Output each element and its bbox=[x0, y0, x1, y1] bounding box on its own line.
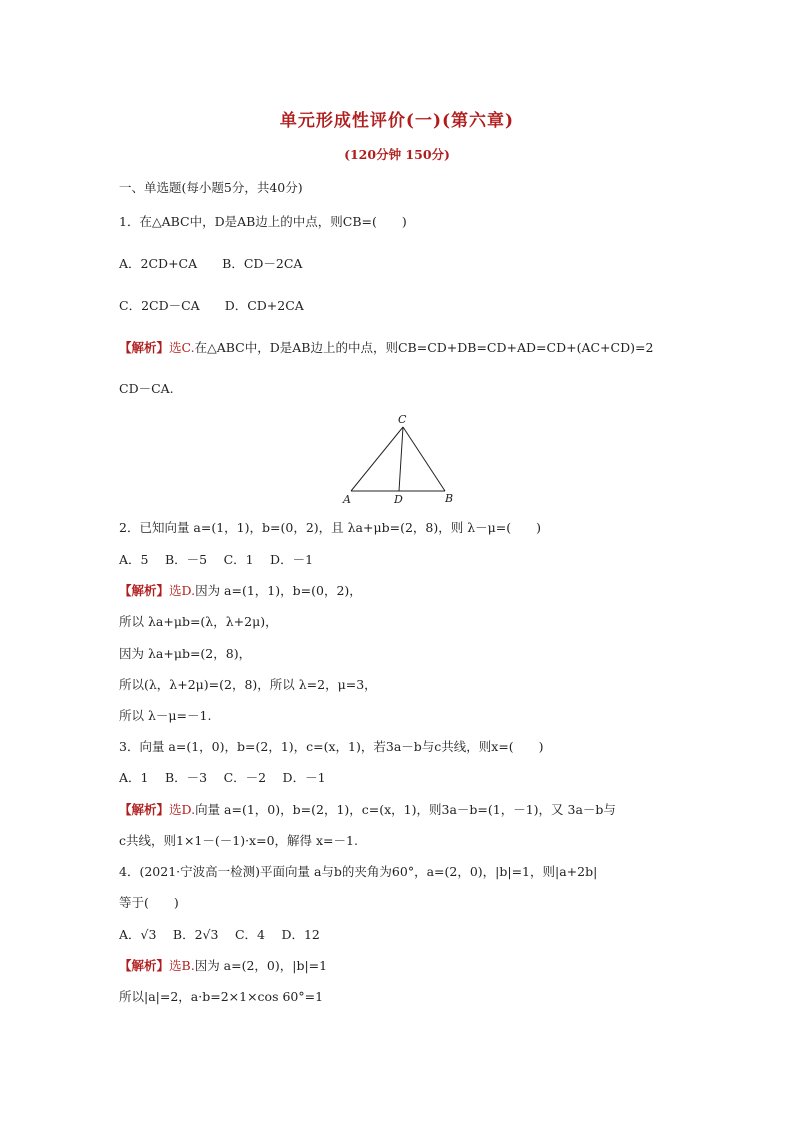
q3-analysis bbox=[119, 802, 616, 818]
point-label-d: D bbox=[394, 493, 403, 506]
analysis-text: 因为 a=(1，1)，b=(0，2)， bbox=[195, 583, 362, 598]
vertex-label-a: A bbox=[343, 493, 351, 506]
triangle-diagram bbox=[335, 410, 465, 510]
q2-analysis bbox=[119, 583, 362, 599]
q4-stem: 4．(2021·宁波高一检测)平面向量 a与b的夹角为60°，a=(2，0)，|b|=1，则|a+2b| bbox=[119, 864, 598, 879]
analysis-choice: 选D. bbox=[169, 583, 196, 598]
triangle-figure bbox=[335, 410, 465, 510]
q4-options: A．√3 B．2√3 C．4 D．12 bbox=[119, 927, 320, 942]
q2-options: A．5 B．－5 C．1 D．－1 bbox=[119, 552, 314, 567]
q3-stem: 3．向量 a=(1，0)，b=(2，1)，c=(x，1)，若3a－b与c共线，则x=( ) bbox=[119, 739, 544, 754]
q1-stem: 1．在△ABC中，D是AB边上的中点，则CB=( ) bbox=[119, 214, 407, 229]
analysis-text: 在△ABC中，D是AB边上的中点，则CB=CD+DB=CD+AD=CD+(AC+CD)=2 bbox=[194, 340, 654, 355]
q3-options: A．1 B．－3 C．－2 D．－1 bbox=[119, 770, 326, 785]
side-bc bbox=[403, 427, 445, 491]
analysis-choice: 选B. bbox=[169, 958, 195, 973]
analysis-choice: 选C. bbox=[169, 340, 195, 355]
q1-options-row2: C．2CD－CA D．CD+2CA bbox=[119, 298, 304, 313]
segment-cd bbox=[399, 427, 403, 491]
q3-analysis-line2: c共线，则1×1－(－1)·x=0，解得 x=－1. bbox=[119, 833, 358, 848]
analysis-text: 因为 a=(2，0)，|b|=1 bbox=[194, 958, 328, 973]
analysis-text: 向量 a=(1，0)，b=(2，1)，c=(x，1)，则3a－b=(1，－1)，又 3a－b与 bbox=[195, 802, 616, 817]
q1-analysis-cont: CD－CA. bbox=[119, 381, 174, 396]
side-ac bbox=[351, 427, 403, 491]
q1-analysis bbox=[119, 340, 653, 356]
page-title: 单元形成性评价(一)(第六章) bbox=[279, 111, 515, 131]
analysis-tag: 【解析】 bbox=[119, 583, 170, 598]
page-subtitle: (120分钟 150分) bbox=[344, 147, 450, 162]
analysis-tag: 【解析】 bbox=[119, 340, 170, 355]
q2-analysis-line5: 所以 λ－μ=－1. bbox=[119, 708, 212, 723]
q2-stem: 2．已知向量 a=(1，1)，b=(0，2)，且 λa+μb=(2，8)，则 λ－μ=( ) bbox=[119, 520, 541, 535]
q2-analysis-line2: 所以 λa+μb=(λ，λ+2μ)， bbox=[119, 614, 278, 629]
q2-analysis-line3: 因为 λa+μb=(2，8)， bbox=[119, 646, 252, 661]
q1-options-row1: A．2CD+CA B．CD－2CA bbox=[119, 256, 303, 271]
vertex-label-c: C bbox=[398, 413, 407, 426]
q4-stem-cont: 等于( ) bbox=[119, 895, 179, 910]
vertex-label-b: B bbox=[445, 492, 454, 505]
q2-analysis-line4: 所以(λ，λ+2μ)=(2，8)，所以 λ=2，μ=3， bbox=[119, 677, 377, 692]
analysis-choice: 选D. bbox=[169, 802, 196, 817]
analysis-tag: 【解析】 bbox=[119, 802, 170, 817]
q4-analysis bbox=[119, 958, 327, 974]
section-heading: 一、单选题(每小题5分，共40分) bbox=[119, 180, 303, 195]
q4-analysis-line2: 所以|a|=2，a·b=2×1×cos 60°=1 bbox=[119, 989, 324, 1004]
analysis-tag: 【解析】 bbox=[119, 958, 170, 973]
